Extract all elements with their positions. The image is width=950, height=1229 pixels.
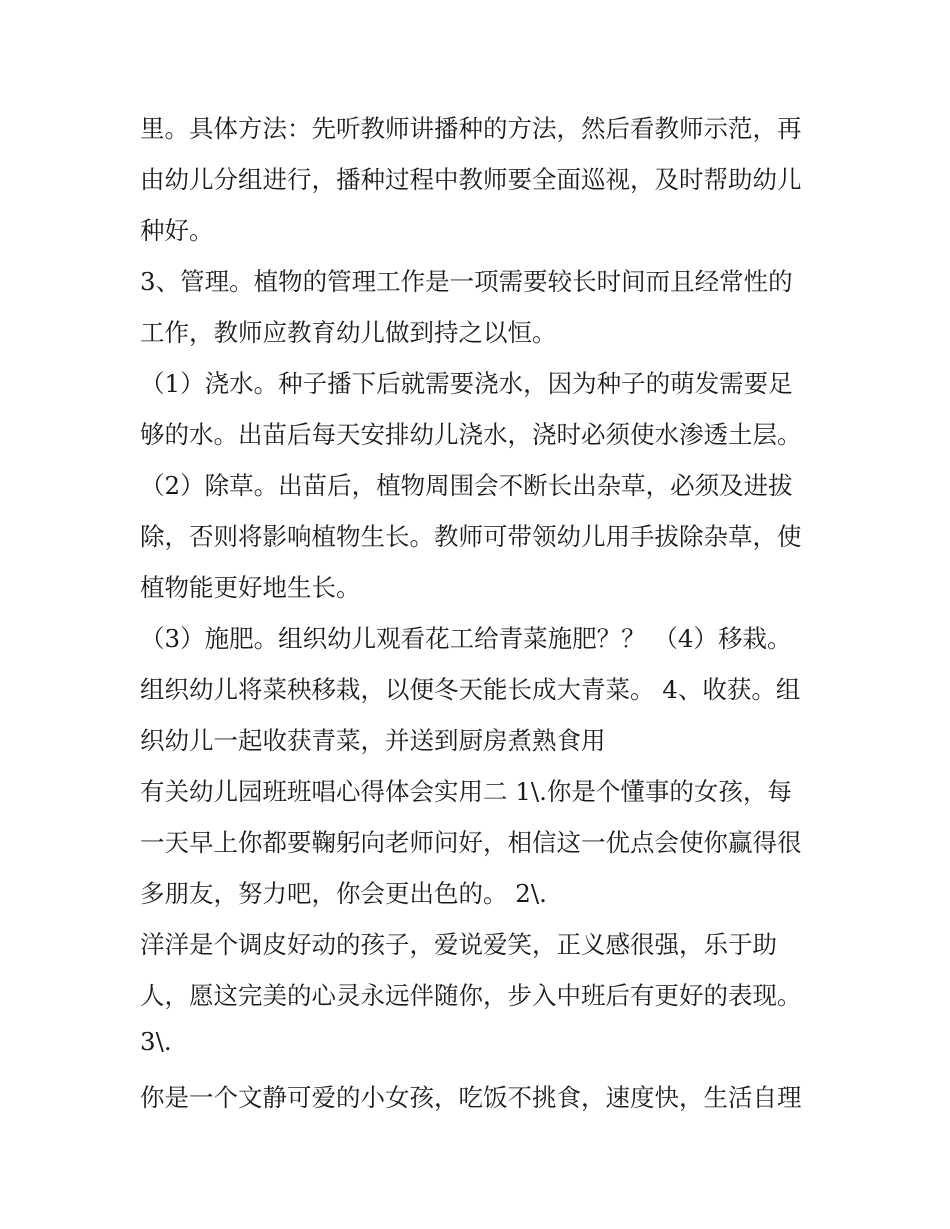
text-line: 够的水。出苗后每天安排幼儿浇水，浇时必须使水渗透土层。 (140, 420, 802, 449)
text-line: 你是一个文静可爱的小女孩，吃饭不挑食，速度快，生活自理 (140, 1083, 802, 1112)
text-line: 人，愿这完美的心灵永远伴随你，步入中班后有更好的表现。 (140, 981, 802, 1010)
text-line: 里。具体方法：先听教师讲播种的方法，然后看教师示范，再 (140, 114, 802, 143)
text-line: 植物能更好地生长。 (140, 573, 361, 602)
text-line: 由幼儿分组进行，播种过程中教师要全面巡视，及时帮助幼儿 (140, 165, 802, 194)
text-line: （1）浇水。种子播下后就需要浇水，因为种子的萌发需要足 (140, 369, 793, 398)
text-line: 织幼儿一起收获青菜，并送到厨房煮熟食用 (140, 726, 606, 755)
text-line: 除，否则将影响植物生长。教师可带领幼儿用手拔除杂草，使 (140, 522, 802, 551)
text-line: （2）除草。出苗后，植物周围会不断长出杂草，必须及进拔 (140, 471, 793, 500)
text-line: 组织幼儿将菜秧移栽，以便冬天能长成大青菜。 4、收获。组 (140, 675, 801, 704)
text-line: 一天早上你都要鞠躬向老师问好，相信这一优点会使你赢得很 (140, 828, 802, 857)
text-line: 3\. (140, 1027, 172, 1056)
text-line: 多朋友，努力吧，你会更出色的。 2\. (140, 879, 547, 908)
text-line: 种好。 (140, 216, 214, 245)
text-line: （3）施肥。组织幼儿观看花工给青菜施肥？？ （4）移栽。 (140, 624, 792, 653)
text-line: 工作，教师应教育幼儿做到持之以恒。 (140, 318, 557, 347)
text-line: 有关幼儿园班班唱心得体会实用二 1\.你是个懂事的女孩，每 (140, 777, 792, 806)
text-line: 洋洋是个调皮好动的孩子，爱说爱笑，正义感很强，乐于助 (140, 930, 777, 959)
text-line: 3、管理。植物的管理工作是一项需要较长时间而且经常性的 (140, 267, 793, 296)
